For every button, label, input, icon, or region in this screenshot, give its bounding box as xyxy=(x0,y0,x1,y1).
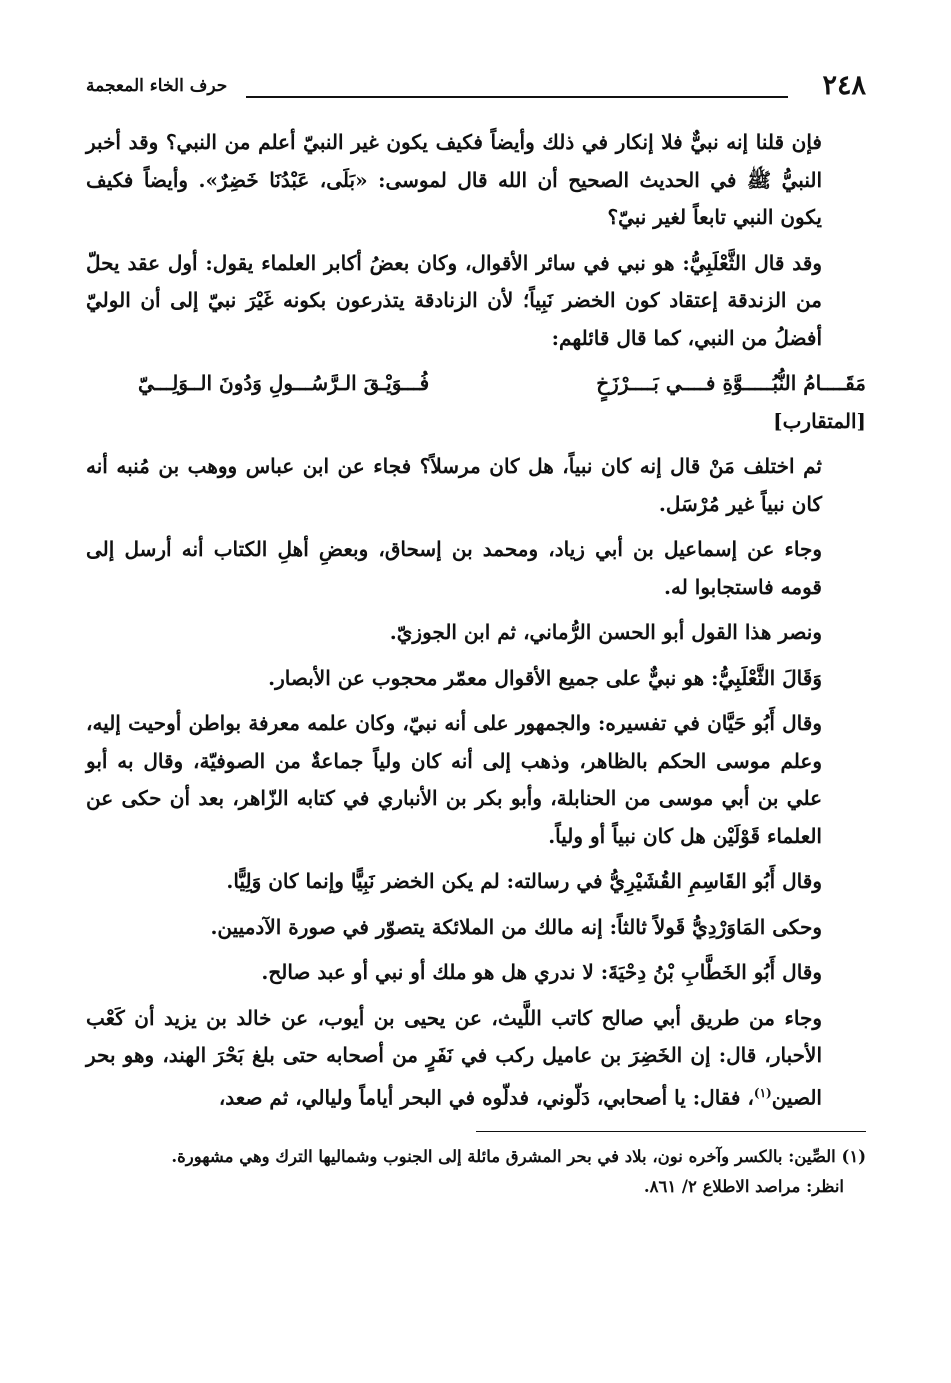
paragraph-text: وجاء من طريق أبي صالح كاتب اللَّيث، عن يحيى بن أيوب، عن خالد بن يزيد أن كَعْب الأحبار، قال: إن الخَضِرَ بن عاميل ركب في نَفَرٍ من أصحابه حتى بلغ بَحْرَ الهند، وهو بحر الصين xyxy=(86,1005,822,1110)
footnote-text xyxy=(86,1142,866,1202)
verse-second-hemistich: فُـــوَيْـقَ الـرَّسُـــولِ وَدُونَ الــوَلِـــيّ xyxy=(138,371,430,395)
paragraph: وقال أَبُو حَيَّان في تفسيره: والجمهور على أنه نبيّ، وكان علمه معرفة بواطن أوحيت إليه، وعلم موسى الحكم بالظاهر، وذهب إلى أنه كان ولياً جماعةٌ من الصوفيّة، وقال به أبو علي بن أبي موسى من الحنابلة، وأبو بكر بن الأنباري في كتابه الزّاهر، بعد أن حكى عن العلماء قَوْلَيْن هل كان نبياً أو ولياً. xyxy=(86,711,822,848)
footnote-rule xyxy=(476,1131,866,1132)
main-text xyxy=(86,124,866,1117)
paragraph: وقال أَبُو القَاسِمِ القُشَيْرِيُّ في رسالته: لم يكن الخضر نَبِيًّا وإنما كان وَلِيًّا. xyxy=(226,869,822,893)
footnote-line: (١) الصِّين: بالكسر وآخره نون، بلاد في بحر المشرق مائلة إلى الجنوب وشماليها الترك وهي مشهورة. xyxy=(171,1146,866,1166)
book-page xyxy=(86,66,866,1202)
running-title: حرف الخاء المعجمة xyxy=(86,76,228,96)
footnotes xyxy=(86,1131,866,1202)
footnote-line: انظر: مراصد الاطلاع ٢/ ٨٦١. xyxy=(643,1176,844,1196)
poetic-meter-label: [المتقارب] xyxy=(773,408,866,433)
header-rule xyxy=(246,96,788,98)
poetry-verse xyxy=(86,365,866,403)
paragraph: ثم اختلف مَنْ قال إنه كان نبياً، هل كان مرسلاً؟ فجاء عن ابن عباس ووهب بن مُنبه أنه كان نبياً غير مُرْسَل. xyxy=(86,454,822,516)
paragraph xyxy=(86,1000,866,1117)
paragraph: وقد قال الثَّعْلَبِيُّ: هو نبي في سائر الأقوال، وكان بعضُ أكابر العلماء يقول: أول عقد يحلّ من الزندقة إعتقاد كون الخضر نَبِياً؛ لأن الزنادقة يتذرعون بكونه غَيْرَ نبيّ إلى أن الوليّ أفضلُ من النبي، كما قال قائلهم: xyxy=(86,250,822,350)
paragraph: وحكى المَاوَرْدِيُّ قَولاً ثالثاً: إنه مالك من الملائكة يتصوّر في صورة الآدميين. xyxy=(210,914,822,939)
paragraph: ونصر هذا القول أبو الحسن الرُّماني، ثم ابن الجوزيّ. xyxy=(389,620,822,644)
footnote-marker[interactable]: (١) xyxy=(753,1085,772,1100)
verse-first-hemistich: مَقَــــامُ النُّبُـــــوَّةِ فــــي بَــــرْزَخٍ xyxy=(596,371,866,395)
paragraph: وقال أَبُو الخَطَّابِ بْنُ دِحْيَةَ: لا ندري هل هو ملك أو نبي أو عبد صالح. xyxy=(261,960,822,984)
paragraph: وَقَالَ الثَّعْلَبِيُّ: هو نبيٌّ على جميع الأقوال معمّر محجوب عن الأبصار. xyxy=(268,665,822,690)
paragraph: وجاء عن إسماعيل بن أبي زياد، ومحمد بن إسحاق، وبعضِ أهلِ الكتاب أنه أرسل إلى قومه فاستجابوا له. xyxy=(86,537,822,599)
page-number: ٢٤٨ xyxy=(822,70,866,101)
paragraph-text: ، فقال: يا أصحابي، دَلّوني، فدلّوه في البحر أياماً وليالي، ثم صعد، xyxy=(218,1085,754,1110)
paragraph: فإن قلنا إنه نبيٌّ فلا إنكار في ذلك وأيضاً فكيف يكون غير النبيّ أعلم من النبي؟ وقد أخبر النبيُّ ﷺ في الحديث الصحيح أن الله قال لموسى: «بَلَى، عَبْدُنَا خَضِرٌ». وأيضاً فكيف يكون النبي تابعاً لغير نبيّ؟ xyxy=(86,130,822,229)
page-header xyxy=(86,66,866,110)
